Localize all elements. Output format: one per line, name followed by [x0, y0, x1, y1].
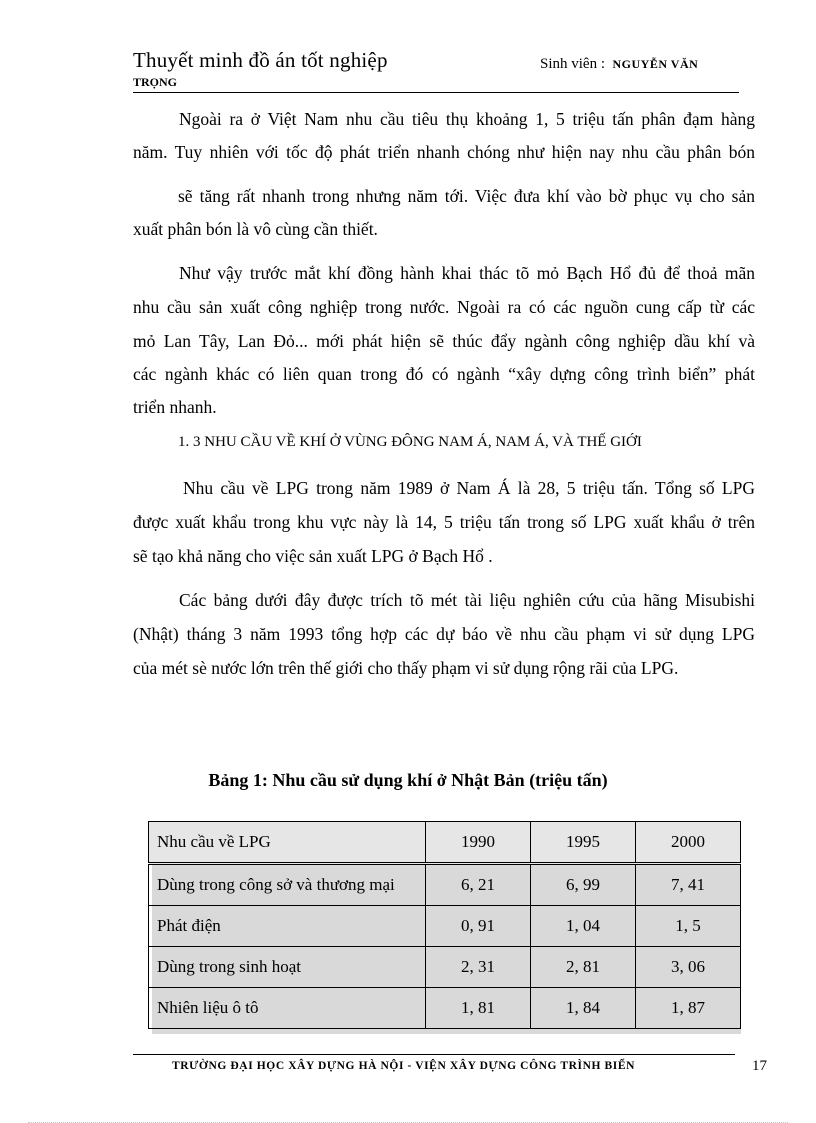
table-cell: 6, 21	[426, 864, 531, 906]
paragraph-1-line-3: sẽ tăng rất nhanh trong nhưng năm tới. Việc đưa khí vào bờ phục vụ cho sản	[178, 186, 755, 206]
paragraph-2-line-1: Như vậy trước mắt khí đồng hành khai thác tõ mỏ Bạch Hổ đủ để thoả mãn	[179, 263, 755, 283]
header-divider	[133, 92, 739, 93]
table-cell: 1, 04	[531, 906, 636, 947]
table-cell: 3, 06	[636, 947, 741, 988]
table-cell: 2, 31	[426, 947, 531, 988]
table-cell: Dùng trong công sở và thương mại	[149, 864, 426, 906]
paragraph-2-line-2: nhu cầu sản xuất công nghiệp trong nước. Ngoài ra có các nguồn cung cấp từ các	[133, 297, 755, 317]
table-header-cell: 2000	[636, 822, 741, 864]
lpg-demand-table	[148, 821, 741, 1029]
paragraph-2-line-3: mỏ Lan Tây, Lan Đỏ... mới phát hiện sẽ thúc đẩy ngành công nghiệp dầu khí và	[133, 331, 755, 351]
footer-institution: TRƯỜNG ĐẠI HỌC XÂY DỰNG HÀ NỘI - VIỆN XÂY DỰNG CÔNG TRÌNH BIỂN	[172, 1060, 636, 1072]
table-cell: 6, 99	[531, 864, 636, 906]
footer-divider	[133, 1054, 735, 1055]
table-cell: Nhiên liệu ô tô	[149, 988, 426, 1029]
table-row	[149, 947, 741, 988]
section-heading: 1. 3 NHU CẦU VỀ KHÍ Ở VÙNG ĐÔNG NAM Á, NAM Á, VÀ THẾ GIỚI	[178, 434, 642, 450]
table-cell: 1, 81	[426, 988, 531, 1029]
table-row	[149, 864, 741, 906]
table-cell: 2, 81	[531, 947, 636, 988]
paragraph-3-line-2: được xuất khẩu trong khu vực này là 14, 5 triệu tấn trong số LPG xuất khẩu ở trên	[133, 512, 755, 532]
paragraph-4-line-2: (Nhật) tháng 3 năm 1993 tổng hợp các dự báo về nhu cầu phạm vi sử dụng LPG	[133, 624, 755, 644]
student-name-continuation: TRỌNG	[133, 75, 178, 89]
paragraph-3-line-3: sẽ tạo khả năng cho việc sản xuất LPG ở Bạch Hổ .	[133, 546, 493, 566]
table-cell: Phát điện	[149, 906, 426, 947]
table-cell: 0, 91	[426, 906, 531, 947]
table-cell: Dùng trong sinh hoạt	[149, 947, 426, 988]
table-header-cell: Nhu cầu về LPG	[149, 822, 426, 864]
paragraph-1-line-4: xuất phân bón là vô cùng cần thiết.	[133, 219, 378, 239]
student-label: Sinh viên :	[540, 56, 606, 72]
document-title: Thuyết minh đồ án tốt nghiệp	[133, 48, 388, 72]
table-header-cell: 1995	[531, 822, 636, 864]
table-row	[149, 988, 741, 1029]
table-cell: 1, 84	[531, 988, 636, 1029]
paragraph-1-line-2: năm. Tuy nhiên với tốc độ phát triển nhanh chóng như hiện nay nhu cầu phân bón	[133, 142, 755, 162]
student-name: NGUYỄN VĂN	[612, 57, 699, 71]
table-row	[149, 906, 741, 947]
paragraph-1-line-1: Ngoài ra ở Việt Nam nhu cầu tiêu thụ khoảng 1, 5 triệu tấn phân đạm hàng	[179, 109, 755, 129]
paragraph-2-line-5: triển nhanh.	[133, 397, 217, 417]
paragraph-4-line-1: Các bảng dưới đây được trích tõ mét tài liệu nghiên cứu của hãng Misubishi	[179, 590, 755, 610]
table-cell: 1, 5	[636, 906, 741, 947]
table-header-row	[149, 822, 741, 864]
table-header-cell: 1990	[426, 822, 531, 864]
paragraph-3-line-1: Nhu cầu về LPG trong năm 1989 ở Nam Á là 28, 5 triệu tấn. Tổng số LPG	[183, 478, 755, 498]
paragraph-2-line-4: các ngành khác có liên quan trong đó có ngành “xây dựng công trình biển” phát	[133, 364, 755, 384]
table-caption: Bảng 1: Nhu cầu sử dụng khí ở Nhật Bản (triệu tấn)	[208, 770, 608, 790]
table-cell: 7, 41	[636, 864, 741, 906]
student-info	[540, 56, 698, 73]
table-cell: 1, 87	[636, 988, 741, 1029]
paragraph-4-line-3: của mét sè nước lớn trên thế giới cho thấy phạm vi sử dụng rộng rãi của LPG.	[133, 658, 679, 678]
page-number: 17	[752, 1058, 767, 1074]
